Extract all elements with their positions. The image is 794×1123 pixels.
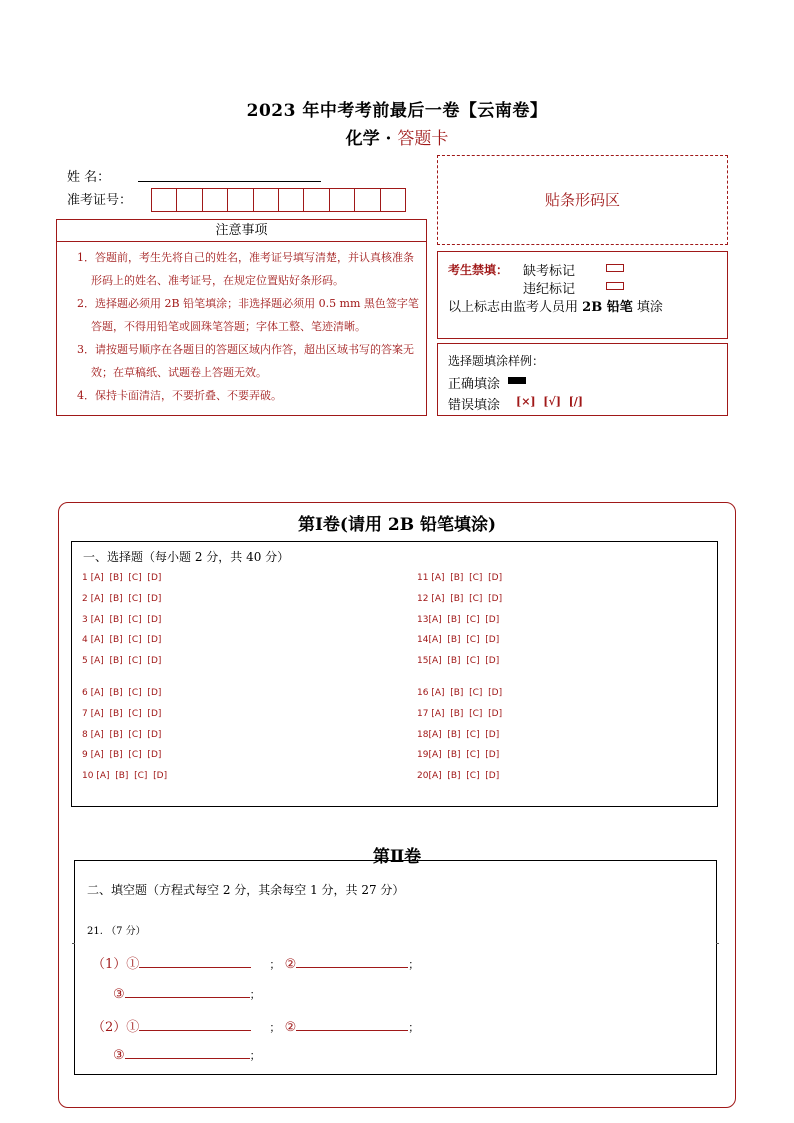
id-box[interactable] [151, 188, 177, 212]
notice-item: 1．答题前，考生先将自己的姓名，准考证号填写清楚，并认真核准条形码上的姓名、准考证号，在规定位置贴好条形码。 [77, 251, 414, 287]
semicolon: ； [249, 988, 261, 1001]
answer-blank[interactable] [296, 1018, 408, 1031]
notice-header-box [56, 219, 427, 242]
mc-question-row[interactable]: 5 [A] [B] [C] [D] [82, 656, 162, 667]
absent-label: 缺考标记 [523, 264, 576, 279]
answer-blank[interactable] [125, 1046, 250, 1059]
name-field[interactable] [138, 181, 321, 182]
mc-question-row[interactable]: 3 [A] [B] [C] [D] [82, 614, 162, 625]
id-box[interactable] [227, 188, 253, 212]
mc-question-row[interactable]: 7 [A] [B] [C] [D] [82, 709, 162, 720]
id-box[interactable] [202, 188, 228, 212]
example-title: 选择题填涂样例： [448, 354, 545, 368]
id-box[interactable] [329, 188, 355, 212]
semicolon: ； [408, 1021, 420, 1034]
semicolon: ； [249, 1049, 261, 1062]
id-box[interactable] [354, 188, 380, 212]
exam-id-label: 准考证号： [67, 193, 133, 208]
answer-blank[interactable] [139, 955, 251, 968]
fill-section-title: 二、填空题（方程式每空 2 分，其余每空 1 分，共 27 分） [87, 883, 405, 897]
mc-question-row[interactable]: 8 [A] [B] [C] [D] [82, 729, 162, 740]
id-box[interactable] [278, 188, 304, 212]
mc-right-col-b [417, 683, 502, 786]
mc-right-col-a [417, 568, 502, 671]
id-box[interactable] [303, 188, 329, 212]
name-label: 姓 名： [67, 170, 111, 185]
note-post: 填涂 [636, 300, 663, 315]
barcode-area [437, 155, 728, 245]
exam-id-boxes[interactable] [151, 188, 405, 212]
answer-blank[interactable] [296, 955, 408, 968]
title-dot: · [385, 129, 392, 149]
mc-question-row[interactable]: 13[A] [B] [C] [D] [417, 614, 500, 625]
correct-fill-sample [508, 377, 526, 384]
answer-blank[interactable] [125, 985, 250, 998]
subject-name: 化学 [345, 129, 380, 149]
mc-question-row[interactable]: 4 [A] [B] [C] [D] [82, 635, 162, 646]
mc-left-col-b [82, 683, 167, 786]
mc-question-row[interactable]: 12 [A] [B] [C] [D] [417, 594, 503, 605]
page-title: 2023 年中考考前最后一卷【云南卷】 [246, 101, 548, 121]
q21-sub2-row3 [113, 1046, 261, 1063]
q21-sub1-row3 [113, 985, 261, 1002]
violation-label: 违纪标记 [523, 282, 576, 297]
mc-section-box [71, 541, 718, 807]
mc-question-row[interactable]: 9 [A] [B] [C] [D] [82, 750, 162, 761]
mc-question-row[interactable]: 20[A] [B] [C] [D] [417, 771, 500, 782]
margin-tick [72, 943, 75, 944]
correct-label: 正确填涂 [448, 377, 501, 392]
wrong-marks: [×] [√] [/] [516, 395, 584, 408]
circle-2: ② [284, 1020, 297, 1035]
mc-question-row[interactable]: 6 [A] [B] [C] [D] [82, 688, 162, 699]
mc-left-col-a [82, 568, 161, 671]
notice-item: 4．保持卡面清洁，不要折叠、不要弄破。 [77, 389, 282, 402]
id-box[interactable] [253, 188, 279, 212]
q21-sub2-row [92, 1016, 419, 1035]
mc-question-row[interactable]: 14[A] [B] [C] [D] [417, 635, 500, 646]
mc-question-row[interactable]: 11 [A] [B] [C] [D] [417, 573, 503, 584]
violation-mark-box[interactable] [606, 282, 624, 290]
mc-question-row[interactable]: 2 [A] [B] [C] [D] [82, 594, 162, 605]
id-box[interactable] [380, 188, 406, 212]
notice-item: 3．请按题号顺序在各题目的答题区域内作答，超出区域书写的答案无效；在草稿纸、试题卷上答题无效。 [77, 343, 414, 379]
mc-section-title: 一、选择题（每小题 2 分，共 40 分） [83, 550, 290, 564]
forbidden-note [448, 296, 663, 315]
circle-3: ③ [113, 987, 125, 1002]
q21-label: 21. （7 分） [87, 926, 146, 937]
mc-question-row[interactable]: 19[A] [B] [C] [D] [417, 750, 500, 761]
mc-question-row[interactable]: 1 [A] [B] [C] [D] [82, 573, 162, 584]
semicolon: ； [269, 958, 281, 971]
sub1-label: （1）① [92, 957, 140, 972]
mc-question-row[interactable]: 10 [A] [B] [C] [D] [82, 771, 168, 782]
forbidden-label: 考生禁填： [448, 263, 509, 277]
note-pre: 以上标志由监考人员用 [448, 300, 579, 315]
notice-item: 2．选择题必须用 2B 铅笔填涂；非选择题必须用 0.5 mm 黑色签字笔答题，不得用铅笔或圆珠笔答题；字体工整、笔迹清晰。 [77, 297, 419, 333]
margin-tick [716, 943, 719, 944]
semicolon: ； [408, 958, 420, 971]
sub2-label: （2）① [92, 1020, 140, 1035]
forbidden-box [437, 251, 728, 339]
wrong-label: 错误填涂 [448, 398, 501, 413]
circle-3: ③ [113, 1048, 125, 1063]
note-bold: 2B 铅笔 [582, 300, 633, 315]
mc-question-row[interactable]: 18[A] [B] [C] [D] [417, 729, 500, 740]
notice-box [56, 241, 427, 416]
example-box [437, 343, 728, 416]
notice-heading: 注意事项 [215, 223, 268, 238]
q21-sub1-row [92, 953, 419, 972]
card-label: 答题卡 [397, 129, 449, 149]
answer-blank[interactable] [139, 1018, 251, 1031]
absent-mark-box[interactable] [606, 264, 624, 272]
semicolon: ； [269, 1021, 281, 1034]
id-box[interactable] [176, 188, 202, 212]
mc-question-row[interactable]: 15[A] [B] [C] [D] [417, 656, 500, 667]
part1-title: 第Ⅰ卷(请用 2B 铅笔填涂) [297, 515, 497, 535]
circle-2: ② [284, 957, 297, 972]
barcode-label: 贴条形码区 [544, 191, 620, 209]
subject-title [0, 124, 794, 149]
mc-question-row[interactable]: 17 [A] [B] [C] [D] [417, 709, 503, 720]
mc-question-row[interactable]: 16 [A] [B] [C] [D] [417, 688, 503, 699]
part2-title: 第Ⅱ卷 [372, 847, 422, 867]
